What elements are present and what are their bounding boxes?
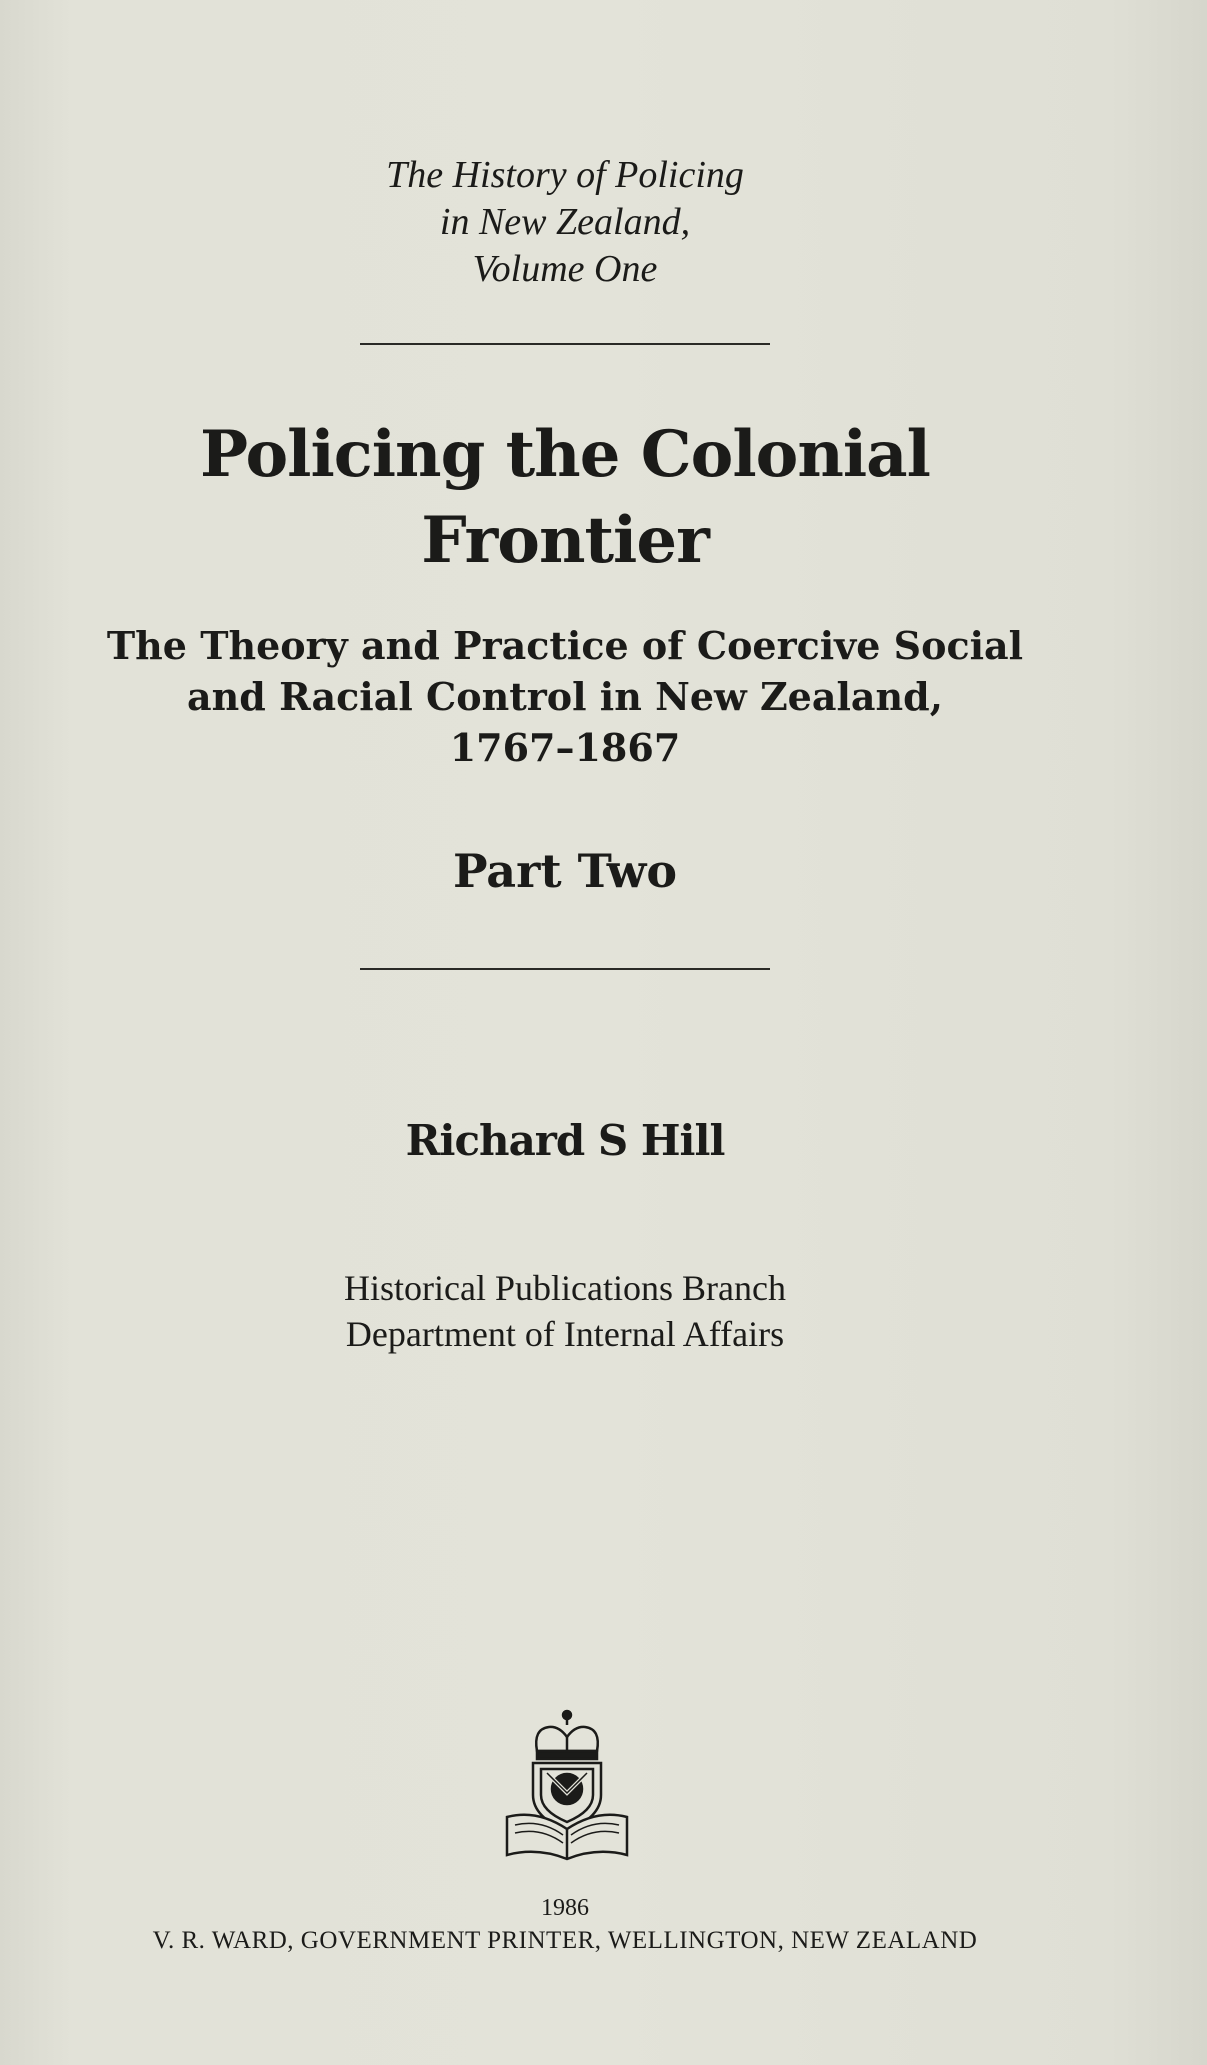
publication-year: 1986 [541,1895,589,1921]
series-title [0,152,1130,293]
book-subtitle [0,620,1130,773]
printer-imprint: V. R. WARD, GOVERNMENT PRINTER, WELLINGTON, NEW ZEALAND [152,1927,978,1954]
book-title [0,412,1130,584]
series-line-3: Volume One [472,248,658,290]
series-line-1: The History of Policing [386,154,744,196]
publisher-block [0,1265,1130,1357]
title-line-1: Policing the Colonial [200,417,930,492]
series-line-2: in New Zealand, [439,201,691,243]
publisher-line-1: Historical Publications Branch [344,1268,786,1308]
subtitle-line-2: and Racial Control in New Zealand, [187,674,943,719]
crown-shield-book-emblem-icon [503,1707,631,1862]
middle-divider [360,968,770,970]
subtitle-line-3: 1767–1867 [449,725,681,770]
subtitle-line-1: The Theory and Practice of Coercive Social [106,623,1024,668]
part-label: Part Two [452,844,678,898]
title-line-2: Frontier [421,503,709,578]
top-divider [360,343,770,345]
publisher-line-2: Department of Internal Affairs [345,1314,785,1354]
author-name: Richard S Hill [405,1116,725,1165]
